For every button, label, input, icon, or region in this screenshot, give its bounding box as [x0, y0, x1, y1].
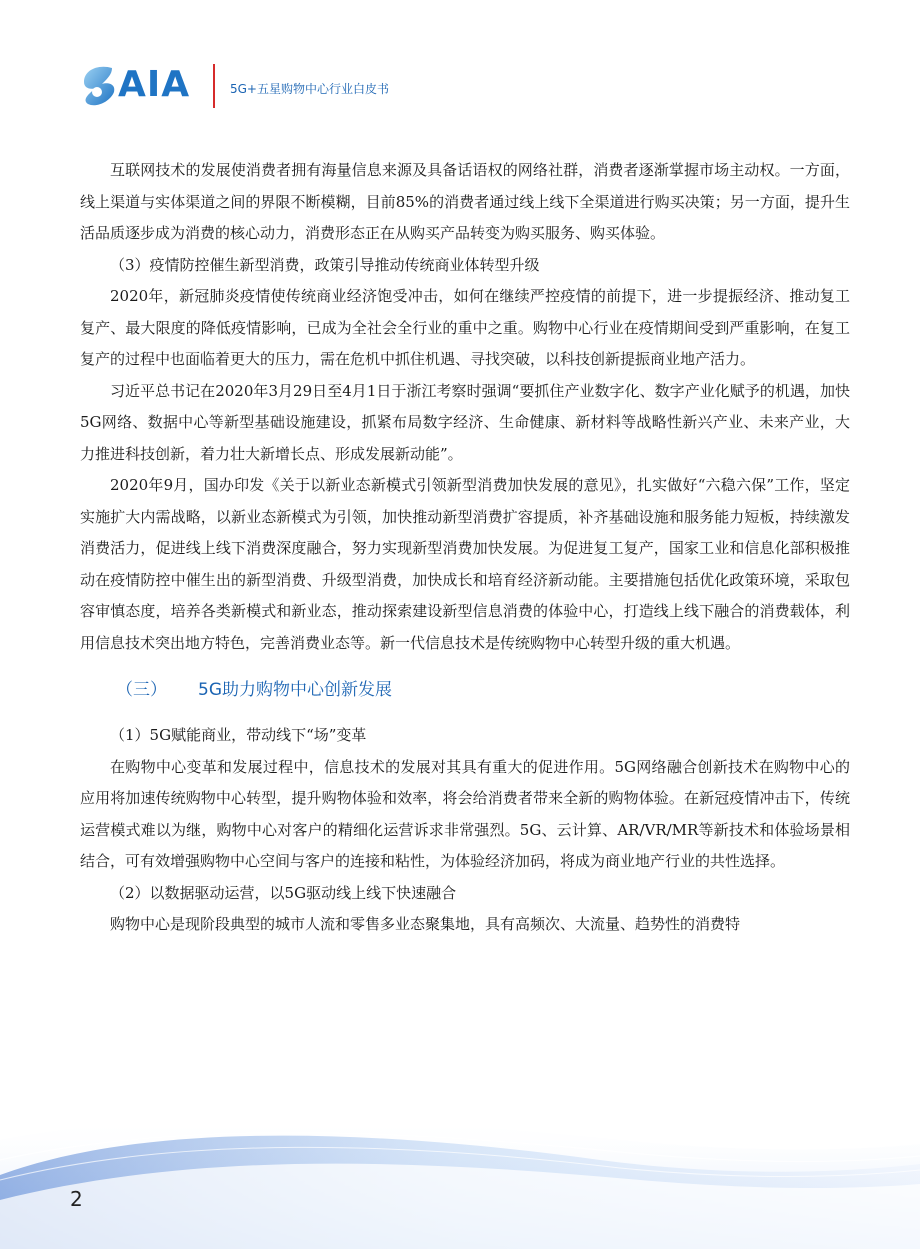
header-divider	[213, 64, 215, 108]
body-paragraph: 购物中心是现阶段典型的城市人流和零售多业态聚集地，具有高频次、大流量、趋势性的消费特	[110, 915, 741, 933]
footer-wave-decoration	[0, 1080, 920, 1249]
subheading: （2）以数据驱动运营，以5G驱动线上线下快速融合	[110, 883, 457, 902]
body-paragraph: 在购物中心变革和发展过程中，信息技术的发展对其具有重大的促进作用。5G网络融合创新技术在购物中心的应用将加速传统购物中心转型，提升购物体验和效率，将会给消费者带来全新的购物体验。在新冠疫情冲击下，传统运营模式难以为继，购物中心对客户的精细化运营诉求非常强烈。5G、云计算、AR/VR/MR等新技术和体验场景相结合，可有效增强购物中心空间与客户的连接和粘性，为体验经济加码，将成为商业地产行业的共性选择。	[80, 757, 850, 870]
aia-logo	[78, 62, 208, 108]
body-paragraph: 2020年，新冠肺炎疫情使传统商业经济饱受冲击，如何在继续严控疫情的前提下，进一步提振经济、推动复工复产、最大限度的降低疫情影响，已成为全社会全行业的重中之重。购物中心行业在疫情期间受到严重影响，在复工复产的过程中也面临着更大的压力，需在危机中抓住机遇、寻找突破，以科技创新提振商业地产活力。	[80, 287, 850, 368]
section-heading	[80, 677, 850, 703]
page-header	[78, 62, 678, 112]
subheading: （1）5G赋能商业，带动线下“场”变革	[110, 726, 367, 744]
page-content	[80, 155, 850, 941]
swirl-logo-icon	[78, 62, 118, 108]
body-paragraph: 互联网技术的发展使消费者拥有海量信息来源及具备话语权的网络社群，消费者逐渐掌握市场主动权。一方面，线上渠道与实体渠道之间的界限不断模糊，目前85%的消费者通过线上线下全渠道进行购买决策；另一方面，提升生活品质逐步成为消费的核心动力，消费形态正在从购买产品转变为购买服务、购买体验。	[80, 161, 850, 242]
page-number: 2	[70, 1187, 83, 1211]
logo-text: AIA	[118, 64, 191, 105]
body-paragraph: 习近平总书记在2020年3月29日至4月1日于浙江考察时强调“要抓住产业数字化、数字产业化赋予的机遇，加快5G网络、数据中心等新型基础设施建设，抓紧布局数字经济、生命健康、新材料等战略性新兴产业、未来产业，大力推进科技创新，着力壮大新增长点、形成发展新动能”。	[80, 381, 850, 463]
section-title: 5G助力购物中心创新发展	[198, 680, 392, 700]
document-title: 5G+五星购物中心行业白皮书	[230, 82, 389, 96]
subheading: （3）疫情防控催生新型消费，政策引导推动传统商业体转型升级	[110, 255, 540, 274]
section-number: （三）	[116, 680, 167, 700]
body-paragraph: 2020年9月，国办印发《关于以新业态新模式引领新型消费加快发展的意见》，扎实做好“六稳六保”工作，坚定实施扩大内需战略，以新业态新模式为引领，加快推动新型消费扩容提质，补齐基础设施和服务能力短板，持续激发消费活力，促进线上线下消费深度融合，努力实现新型消费加快发展。为促进复工复产，国家工业和信息化部积极推动在疫情防控中催生出的新型消费、升级型消费，加快成长和培育经济新动能。主要措施包括优化政策环境，采取包容审慎态度，培养各类新模式和新业态，推动探索建设新型信息消费的体验中心，打造线上线下融合的消费载体，利用信息技术突出地方特色，完善消费业态等。新一代信息技术是传统购物中心转型升级的重大机遇。	[80, 476, 850, 652]
